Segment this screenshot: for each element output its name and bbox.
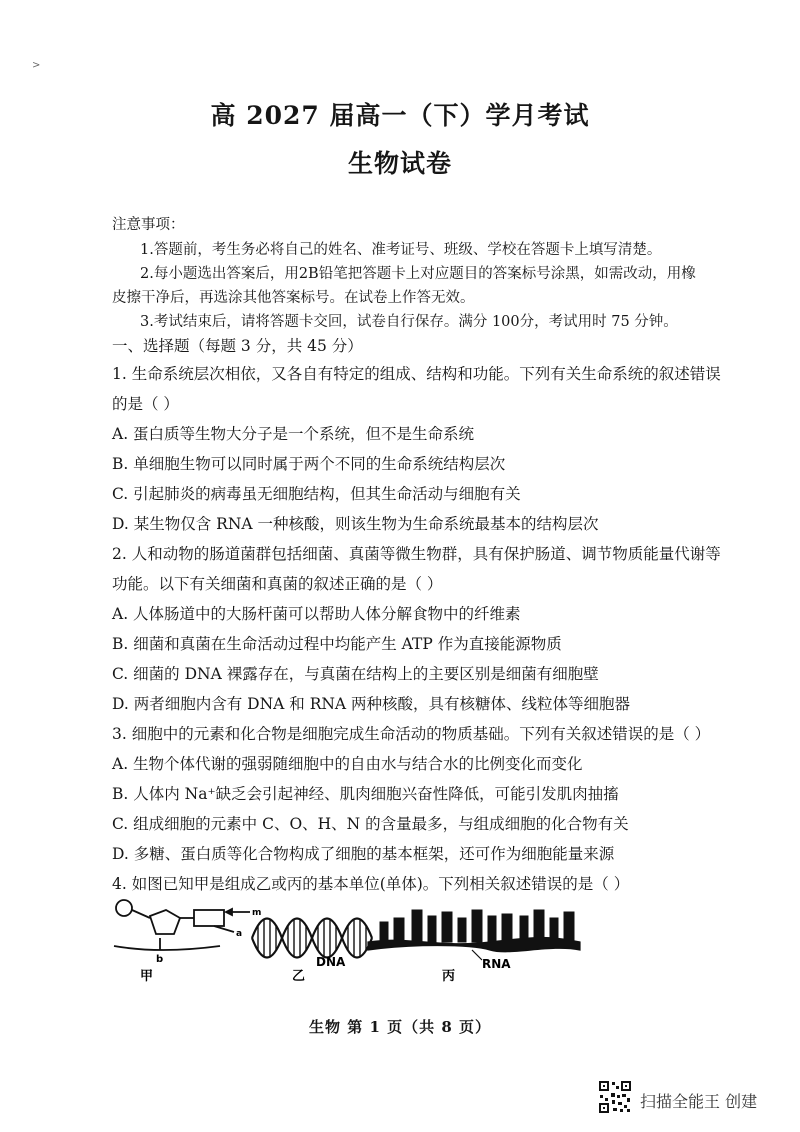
base-rect — [194, 910, 224, 926]
label-b: b — [156, 954, 164, 965]
q2-option-c: C. 细菌的 DNA 裸露存在，与真菌在结构上的主要区别是细菌有细胞壁 — [112, 665, 599, 683]
label-rna: RNA — [482, 957, 511, 971]
label-jia: 甲 — [140, 969, 154, 984]
page-subtitle: 生物试卷 — [347, 149, 452, 178]
q3-option-d: D. 多糖、蛋白质等化合物构成了细胞的基本框架，还可作为细胞能量来源 — [112, 845, 615, 863]
label-yi: 乙 — [292, 969, 306, 984]
q2-stem-line-1: 2. 人和动物的肠道菌群包括细菌、真菌等微生物群，具有保护肠道、调节物质能量代谢等 — [112, 545, 721, 563]
q4-figure — [110, 896, 670, 986]
q2-option-b: B. 细菌和真菌在生命活动过程中均能产生 ATP 作为直接能源物质 — [112, 635, 562, 653]
label-bing: 丙 — [442, 969, 456, 984]
q3-option-b: B. 人体内 Na⁺缺乏会引起神经、肌肉细胞兴奋性降低，可能引发肌肉抽搐 — [112, 785, 619, 803]
note-line-2a: 2.每小题选出答案后，用2B铅笔把答题卡上对应题目的答案标号涂黑，如需改动，用橡 — [140, 266, 696, 282]
label-dna: DNA — [316, 955, 346, 969]
dna-helix — [252, 919, 372, 958]
q2-option-a: A. 人体肠道中的大肠杆菌可以帮助人体分解食物中的纤维素 — [112, 605, 521, 623]
monomer-diagram — [114, 900, 250, 950]
phosphate-circle — [116, 900, 132, 916]
note-line-3: 3.考试结束后，请将答题卡交回，试卷自行保存。满分 100分，考试用时 75 分钟。 — [140, 314, 678, 330]
page-footer: 生物 第 1 页（共 8 页） — [309, 1018, 491, 1036]
monomer-bracket — [114, 946, 220, 950]
rna-strand — [368, 910, 580, 952]
q1-option-c: C. 引起肺炎的病毒虽无细胞结构，但其生命活动与细胞有关 — [112, 485, 521, 503]
stray-mark: > — [32, 60, 41, 71]
qr-code-icon — [598, 1080, 632, 1114]
q4-stem: 4. 如图已知甲是组成乙或丙的基本单位(单体)。下列相关叙述错误的是（ ） — [112, 875, 630, 893]
q2-option-d: D. 两者细胞内含有 DNA 和 RNA 两种核酸，具有核糖体、线粒体等细胞器 — [112, 695, 631, 713]
q1-stem-line-2: 的是（ ） — [112, 395, 179, 413]
notes-heading: 注意事项： — [112, 217, 185, 233]
label-a: a — [236, 929, 243, 939]
q3-option-c: C. 组成细胞的元素中 C、O、H、N 的含量最多，与组成细胞的化合物有关 — [112, 815, 629, 833]
q1-option-a: A. 蛋白质等生物大分子是一个系统，但不是生命系统 — [112, 425, 475, 443]
scanner-watermark: 扫描全能王 创建 — [640, 1092, 758, 1111]
q3-option-a: A. 生物个体代谢的强弱随细胞中的自由水与结合水的比例变化而变化 — [112, 755, 583, 773]
note-line-2b: 皮擦干净后，再选涂其他答案标号。在试卷上作答无效。 — [112, 290, 475, 306]
q1-option-d: D. 某生物仅含 RNA 一种核酸，则该生物为生命系统最基本的结构层次 — [112, 515, 599, 533]
q2-stem-line-2: 功能。以下有关细菌和真菌的叙述正确的是（ ） — [112, 575, 443, 593]
q3-stem: 3. 细胞中的元素和化合物是细胞完成生命活动的物质基础。下列有关叙述错误的是（ ） — [112, 725, 711, 743]
q1-stem-line-1: 1. 生命系统层次相依，又各自有特定的组成、结构和功能。下列有关生命系统的叙述错误 — [112, 365, 721, 383]
page-title: 高 2027 届高一（下）学月考试 — [210, 101, 590, 130]
section-heading: 一、选择题（每题 3 分，共 45 分） — [112, 337, 363, 355]
pentose-shape — [150, 910, 180, 934]
note-line-1: 1.答题前，考生务必将自己的姓名、准考证号、班级、学校在答题卡上填写清楚。 — [140, 242, 662, 258]
q1-option-b: B. 单细胞生物可以同时属于两个不同的生命系统结构层次 — [112, 455, 506, 473]
label-m: m — [252, 908, 262, 918]
